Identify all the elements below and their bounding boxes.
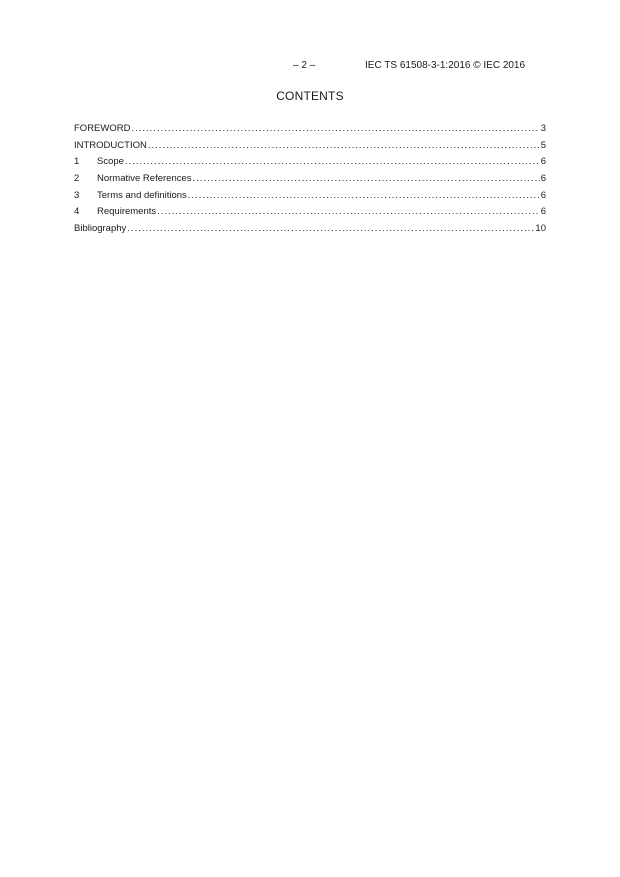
- toc-dot-leader: [188, 190, 540, 201]
- toc-entry-title: Terms and definitions: [97, 189, 187, 201]
- toc-entry-number: 3: [74, 189, 80, 201]
- toc-entry-page: 3: [540, 123, 546, 134]
- table-of-contents: [74, 123, 546, 240]
- toc-entry-page: 6: [540, 173, 546, 185]
- toc-entry-terms-and-definitions[interactable]: [74, 190, 546, 207]
- toc-entry-title: Bibliography: [74, 223, 127, 235]
- toc-entry-page: 6: [540, 189, 546, 201]
- page-number: – 2 –: [293, 60, 316, 71]
- toc-dot-leader: [127, 223, 534, 234]
- toc-dot-leader: [148, 140, 540, 151]
- toc-entry-title: INTRODUCTION: [74, 139, 147, 151]
- toc-entry-bibliography[interactable]: [74, 223, 546, 240]
- toc-entry-scope[interactable]: [74, 156, 546, 173]
- toc-entry-page: 10: [535, 223, 546, 235]
- toc-dot-leader: [125, 156, 540, 167]
- toc-entry-page: 5: [540, 139, 546, 151]
- toc-dot-leader: [131, 123, 539, 134]
- toc-entry-normative-references[interactable]: [74, 173, 546, 190]
- page-title: CONTENTS: [276, 89, 344, 103]
- toc-entry-introduction[interactable]: [74, 140, 546, 157]
- toc-entry-foreword[interactable]: [74, 123, 546, 140]
- toc-entry-title: Normative References: [97, 173, 192, 185]
- toc-entry-title: FOREWORD: [74, 123, 131, 134]
- toc-entry-page: 6: [540, 206, 546, 218]
- toc-entry-page: 6: [540, 156, 546, 168]
- toc-entry-title: Scope: [97, 156, 124, 168]
- document-id: IEC TS 61508-3-1:2016 © IEC 2016: [365, 60, 526, 71]
- toc-entry-number: 2: [74, 173, 80, 185]
- toc-dot-leader: [193, 173, 540, 184]
- toc-dot-leader: [157, 206, 540, 217]
- toc-entry-requirements[interactable]: [74, 206, 546, 223]
- toc-entry-number: 1: [74, 156, 80, 168]
- toc-entry-number: 4: [74, 206, 80, 218]
- toc-entry-title: Requirements: [97, 206, 157, 218]
